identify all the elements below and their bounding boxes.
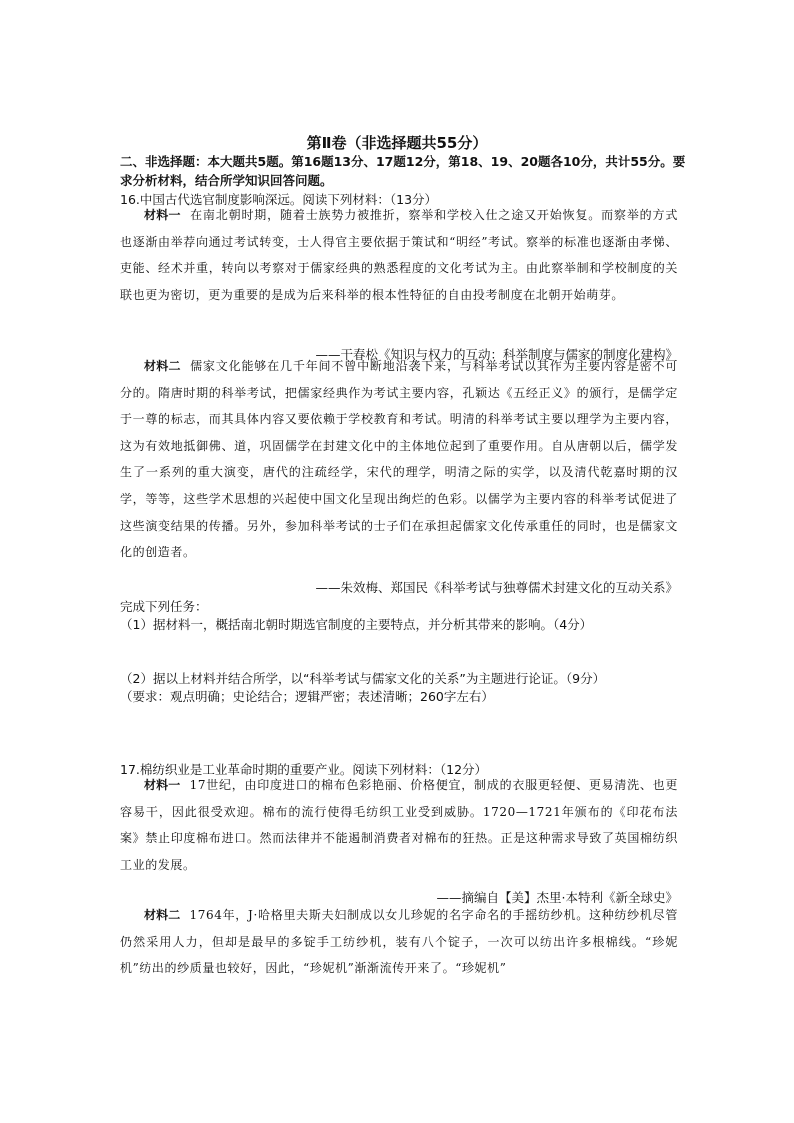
q16-task-2: （2）据以上材料并结合所学，以“科举考试与儒家文化的关系”为主题进行论证。（9分）: [120, 671, 606, 686]
question-16-stem: 16.中国古代选官制度影响深远。阅读下列材料：（13分）: [120, 192, 438, 207]
q17-material-1: [120, 772, 678, 878]
q16-task-intro: 完成下列任务：: [120, 599, 208, 614]
q16-material-2-label: 材料二: [144, 359, 181, 373]
q16-material-1-text: 在南北朝时期，随着士族势力被推折，察举和学校入仕之途又开始恢复。而察举的方式也逐渐由举荐向通过考试转变，士人得官主要依据于策试和“明经”考试。察举的标准也逐渐由孝悌、吏能、经术并重，转向以考察对于儒家经典的熟悉程度的文化考试为主。由此察举制和学校制度的关联也更为密切，更为重要的是成为后来科举的根本性特征的自由投考制度在北朝开始萌芽。: [120, 208, 678, 302]
q16-material-2: [120, 353, 678, 566]
section-instructions: 二、非选择题：本大题共5题。第16题13分、17题12分，第18、19、20题各10分，共计55分。要求分析材料，结合所学知识回答问题。: [120, 154, 686, 188]
section-title: 第Ⅱ卷（非选择题共55分）: [306, 134, 488, 152]
q17-material-2-label: 材料二: [144, 908, 181, 922]
q17-material-2-text: 1764年，J·哈格里夫斯夫妇制成以女儿珍妮的名字命名的手摇纺纱机。这种纺纱机尽管仍然采用人力，但却是最早的多锭手工纺纱机，装有八个锭子，一次可以纺出许多根棉线。“珍妮机”纺出的纱质量也较好，因此，“珍妮机”渐渐流传开来了。“珍妮机”: [120, 908, 678, 976]
q17-material-1-source: ——摘编自【美】杰里·本特利《新全球史》: [436, 890, 678, 905]
question-17-stem: 17.棉纺织业是工业革命时期的重要产业。阅读下列材料：（12分）: [120, 762, 488, 777]
q17-material-1-label: 材料一: [144, 778, 181, 792]
q16-material-2-source: ——朱效梅、郑国民《科举考试与独尊儒术封建文化的互动关系》: [315, 580, 678, 595]
q16-task-2-requirements: （要求：观点明确；史论结合；逻辑严密；表述清晰；260字左右）: [120, 689, 494, 704]
q17-material-1-text: 17世纪，由印度进口的棉布色彩艳丽、价格便宜，制成的衣服更轻便、更易清洗、也更容易干，因此很受欢迎。棉布的流行使得毛纺织工业受到威胁。1720—1721年颁布的《印花布法案》禁止印度棉布进口。然而法律并不能遏制消费者对棉布的狂热。正是这种需求导致了英国棉纺织工业的发展。: [120, 778, 678, 872]
q16-material-1-source: ——干春松《知识与权力的互动：科举制度与儒家的制度化建构》: [315, 347, 678, 362]
q16-material-1: [120, 202, 678, 308]
q17-material-2: [120, 902, 678, 982]
q16-material-2-text: 儒家文化能够在几千年间不曾中断地沿袭下来，与科举考试以其作为主要内容是密不可分的。隋唐时期的科举考试，把儒家经典作为考试主要内容，孔颖达《五经正义》的颁行，是儒学定于一尊的标志，而其具体内容又要依赖于学校教育和考试。明清的科举考试主要以理学为主要内容，这为有效地抵御佛、道，巩固儒学在封建文化中的主体地位起到了重要作用。自从唐朝以后，儒学发生了一系列的重大演变，唐代的注疏经学，宋代的理学，明清之际的实学，以及清代乾嘉时期的汉学，等等，这些学术思想的兴起使中国文化呈现出绚烂的色彩。以儒学为主要内容的科举考试促进了这些演变结果的传播。另外，参加科举考试的士子们在承担起儒家文化传承重任的同时，也是儒家文化的创造者。: [120, 359, 678, 560]
q16-material-1-label: 材料一: [144, 208, 181, 222]
q16-task-1: （1）据材料一，概括南北朝时期选官制度的主要特点，并分析其带来的影响。（4分）: [120, 617, 593, 632]
